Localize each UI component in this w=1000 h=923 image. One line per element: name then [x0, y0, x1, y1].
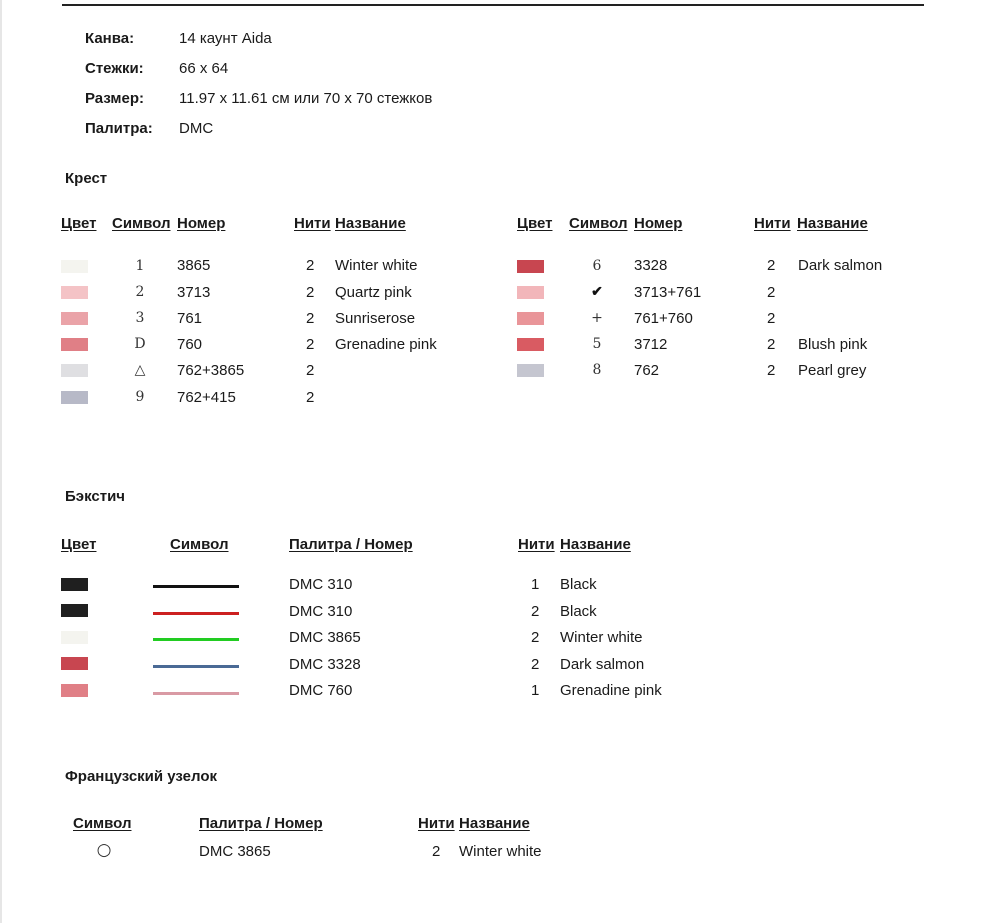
- thread-count: 2: [531, 603, 540, 620]
- cross-left-header-threads: Нити: [294, 215, 331, 232]
- color-swatch: [61, 604, 88, 617]
- color-swatch: [517, 338, 544, 351]
- thread-name: Grenadine pink: [560, 682, 662, 699]
- thread-name: Winter white: [335, 257, 418, 274]
- cross-left-header-symbol: Символ: [112, 215, 171, 232]
- symbol-glyph: +: [591, 310, 603, 326]
- thread-name: Quartz pink: [335, 284, 412, 301]
- cross-left-header-color: Цвет: [61, 215, 97, 232]
- symbol-glyph: 9: [135, 389, 145, 405]
- backstitch-section-title: Бэкстич: [65, 488, 125, 505]
- thread-number: 3713+761: [634, 284, 702, 301]
- thread-count: 2: [306, 362, 315, 379]
- thread-number: 762+415: [177, 389, 236, 406]
- cross-left-header-number: Номер: [177, 215, 226, 232]
- thread-count: 2: [432, 843, 441, 860]
- thread-name: Black: [560, 576, 597, 593]
- cross-section-title: Крест: [65, 170, 108, 187]
- cross-right-header-number: Номер: [634, 215, 683, 232]
- color-swatch: [61, 391, 88, 404]
- thread-name: Blush pink: [798, 336, 868, 353]
- thread-name: Winter white: [560, 629, 643, 646]
- thread-name: Black: [560, 603, 597, 620]
- thread-number: 762: [634, 362, 660, 379]
- thread-number: 760: [177, 336, 203, 353]
- backstitch-line-symbol: [153, 638, 239, 641]
- palette-number: DMC 3328: [289, 656, 361, 673]
- backstitch-line-symbol: [153, 665, 239, 668]
- color-swatch: [61, 364, 88, 377]
- palette-number: DMC 3865: [289, 629, 361, 646]
- info-label-size: Размер:: [85, 90, 145, 107]
- thread-name: Pearl grey: [798, 362, 867, 379]
- thread-number: 3712: [634, 336, 668, 353]
- color-swatch: [61, 338, 88, 351]
- thread-count: 2: [306, 257, 315, 274]
- thread-count: 2: [767, 310, 776, 327]
- palette-number: DMC 3865: [199, 843, 271, 860]
- top-divider: [62, 4, 924, 6]
- thread-name: Sunriserose: [335, 310, 416, 327]
- symbol-glyph: 2: [135, 284, 145, 300]
- symbol-glyph: 3: [135, 310, 145, 326]
- thread-count: 2: [306, 336, 315, 353]
- thread-count: 2: [306, 284, 315, 301]
- thread-count: 2: [767, 336, 776, 353]
- palette-number: DMC 310: [289, 603, 353, 620]
- thread-count: 2: [767, 257, 776, 274]
- backstitch-header-threads: Нити: [518, 536, 555, 553]
- cross-right-header-name: Название: [797, 215, 868, 232]
- french-header-palette: Палитра / Номер: [199, 815, 323, 832]
- french-header-threads: Нити: [418, 815, 455, 832]
- info-label-palette: Палитра:: [85, 120, 153, 137]
- symbol-glyph: D: [134, 336, 146, 352]
- french-header-name: Название: [459, 815, 530, 832]
- symbol-glyph: △: [134, 362, 146, 378]
- page-left-edge: [0, 0, 2, 923]
- thread-count: 2: [531, 629, 540, 646]
- color-swatch: [517, 364, 544, 377]
- thread-number: 3328: [634, 257, 668, 274]
- french-knot-section-title: Французский узелок: [65, 768, 218, 785]
- cross-right-header-color: Цвет: [517, 215, 553, 232]
- backstitch-header-color: Цвет: [61, 536, 97, 553]
- thread-count: 2: [306, 389, 315, 406]
- thread-count: 1: [531, 682, 540, 699]
- thread-number: 3713: [177, 284, 211, 301]
- color-swatch: [61, 578, 88, 591]
- backstitch-line-symbol: [153, 612, 239, 615]
- color-swatch: [517, 260, 544, 273]
- color-swatch: [61, 260, 88, 273]
- info-value-stitches: 66 x 64: [179, 60, 229, 77]
- backstitch-header-symbol: Символ: [170, 536, 229, 553]
- thread-name: Dark salmon: [560, 656, 645, 673]
- info-label-canvas: Канва:: [85, 30, 135, 47]
- checkmark-icon: ✔: [591, 284, 603, 300]
- info-label-stitches: Стежки:: [85, 60, 144, 77]
- symbol-glyph: 8: [592, 362, 602, 378]
- thread-count: 2: [306, 310, 315, 327]
- cross-right-header-threads: Нити: [754, 215, 791, 232]
- color-swatch: [61, 286, 88, 299]
- color-swatch: [61, 657, 88, 670]
- thread-count: 1: [531, 576, 540, 593]
- french-header-symbol: Символ: [73, 815, 132, 832]
- thread-number: 762+3865: [177, 362, 245, 379]
- backstitch-line-symbol: [153, 692, 239, 695]
- color-swatch: [61, 631, 88, 644]
- cross-right-header-symbol: Символ: [569, 215, 628, 232]
- color-swatch: [61, 312, 88, 325]
- info-value-palette: DMC: [179, 120, 214, 137]
- thread-number: 3865: [177, 257, 211, 274]
- thread-number: 761: [177, 310, 203, 327]
- thread-name: Dark salmon: [798, 257, 883, 274]
- color-swatch: [517, 312, 544, 325]
- palette-number: DMC 760: [289, 682, 353, 699]
- thread-count: 2: [531, 656, 540, 673]
- symbol-glyph: 5: [592, 336, 602, 352]
- thread-name: Winter white: [459, 843, 542, 860]
- symbol-glyph: 1: [135, 258, 145, 274]
- backstitch-header-name: Название: [560, 536, 631, 553]
- backstitch-header-palette: Палитра / Номер: [289, 536, 413, 553]
- thread-count: 2: [767, 284, 776, 301]
- cross-left-header-name: Название: [335, 215, 406, 232]
- thread-number: 761+760: [634, 310, 693, 327]
- info-value-canvas: 14 каунт Aida: [179, 30, 272, 47]
- circle-icon: ○: [96, 840, 112, 860]
- symbol-glyph: 6: [592, 258, 602, 274]
- color-swatch: [517, 286, 544, 299]
- thread-count: 2: [767, 362, 776, 379]
- color-swatch: [61, 684, 88, 697]
- info-value-size: 11.97 x 11.61 см или 70 x 70 стежков: [179, 90, 433, 107]
- thread-name: Grenadine pink: [335, 336, 437, 353]
- palette-number: DMC 310: [289, 576, 353, 593]
- backstitch-line-symbol: [153, 585, 239, 588]
